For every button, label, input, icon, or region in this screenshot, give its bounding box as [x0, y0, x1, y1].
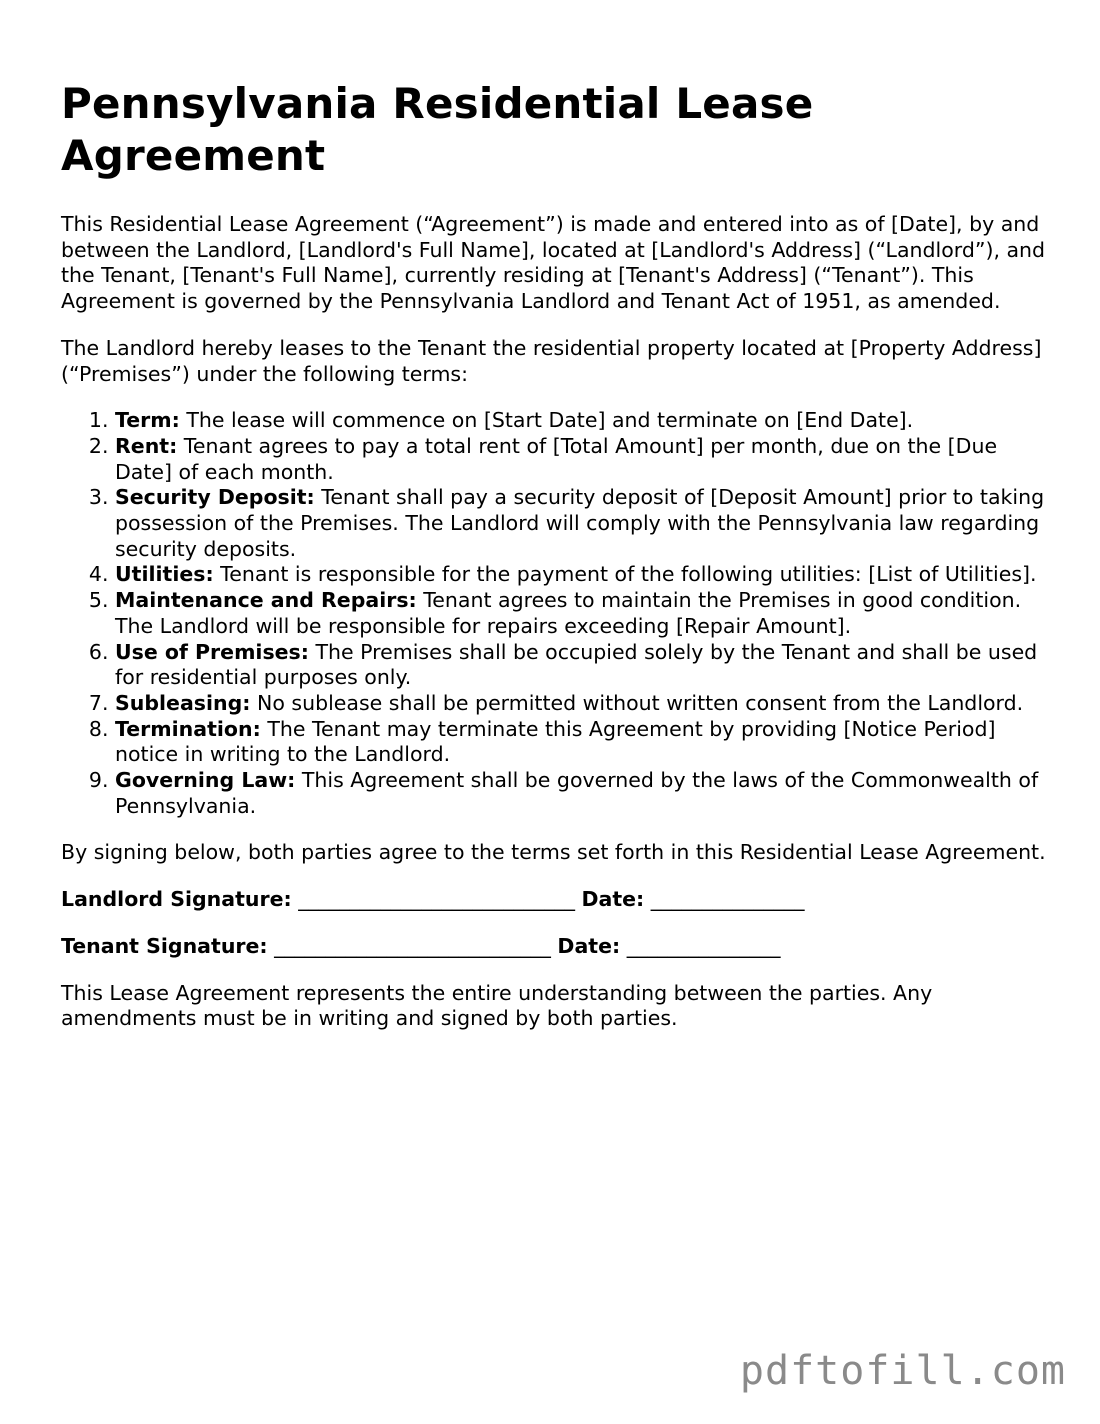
- landlord-date-field[interactable]: _______________: [644, 887, 805, 912]
- tenant-signature-row: [61, 934, 1046, 960]
- term-label: Governing Law:: [115, 768, 296, 793]
- term-text: Tenant agrees to maintain the Premises in good condition. The Landlord will be responsible for repairs exceeding [Repair Amount].: [115, 588, 1022, 638]
- term-label: Rent:: [115, 433, 178, 458]
- document-page: [61, 78, 1046, 1053]
- term-label: Maintenance and Repairs:: [115, 588, 417, 613]
- term-label: Termination:: [115, 716, 261, 741]
- term-label: Utilities:: [115, 562, 214, 587]
- term-label: Security Deposit:: [115, 485, 315, 510]
- signing-statement: By signing below, both parties agree to the terms set forth in this Residential Lease Agreement.: [61, 840, 1046, 865]
- watermark: pdftofill.com: [739, 1348, 1066, 1394]
- term-text: This Agreement shall be governed by the laws of the Commonwealth of Pennsylvania.: [115, 768, 1039, 818]
- term-text: The Tenant may terminate this Agreement by providing [Notice Period] notice in writing to the Landlord.: [115, 716, 996, 767]
- landlord-date-label: Date:: [581, 887, 645, 912]
- landlord-signature-field[interactable]: ___________________________: [291, 887, 582, 912]
- term-item: [115, 717, 1046, 768]
- tenant-signature-field[interactable]: ___________________________: [267, 933, 558, 958]
- term-text: The Premises shall be occupied solely by the Tenant and shall be used for residential purposes only.: [115, 639, 1038, 690]
- intro-paragraph: This Residential Lease Agreement (“Agreement”) is made and entered into as of [Date], by and between the Landlord, [Landlord's Full Name], located at [Landlord's Address] (“Landlord”), and the Tenant, [Tenant's Full Name], currently residing at [Tenant's Address] (“Tenant”). This Agreement is governed by the Pennsylvania Landlord and Tenant Act of 1951, as amended.: [61, 212, 1046, 314]
- term-item: [115, 408, 1046, 434]
- closing-paragraph: This Lease Agreement represents the entire understanding between the parties. Any amendments must be in writing and signed by both parties.: [61, 980, 933, 1031]
- term-text: Tenant is responsible for the payment of the following utilities: [List of Utilities].: [213, 562, 1037, 587]
- term-text: No sublease shall be permitted without written consent from the Landlord.: [250, 690, 1024, 715]
- lease-statement: The Landlord hereby leases to the Tenant the residential property located at [Property Address] (“Premises”) under the following terms:: [61, 335, 1042, 386]
- terms-list: [61, 408, 1046, 819]
- landlord-signature-row: [61, 887, 1046, 913]
- term-item: [115, 485, 1046, 562]
- term-text: Tenant shall pay a security deposit of [Deposit Amount] prior to taking possession of the Premises. The Landlord will comply with the Pennsylvania law regarding security deposits.: [115, 485, 1045, 561]
- term-item: [115, 768, 1046, 819]
- term-item: [115, 640, 1046, 691]
- term-item: [115, 691, 1046, 717]
- page-title: Pennsylvania Residential Lease Agreement: [61, 79, 814, 180]
- term-label: Term:: [115, 408, 180, 433]
- landlord-signature-label: Landlord Signature:: [61, 887, 292, 912]
- term-text: The lease will commence on [Start Date] and terminate on [End Date].: [179, 408, 914, 433]
- tenant-date-label: Date:: [557, 933, 621, 958]
- term-item: [115, 562, 1046, 588]
- term-label: Use of Premises:: [115, 639, 309, 664]
- term-text: Tenant agrees to pay a total rent of [Total Amount] per month, due on the [Due Date] of each month.: [115, 433, 998, 484]
- tenant-date-field[interactable]: _______________: [620, 933, 781, 958]
- term-label: Subleasing:: [115, 690, 251, 715]
- term-item: [115, 588, 1046, 639]
- tenant-signature-label: Tenant Signature:: [61, 933, 268, 958]
- term-item: [115, 434, 1046, 485]
